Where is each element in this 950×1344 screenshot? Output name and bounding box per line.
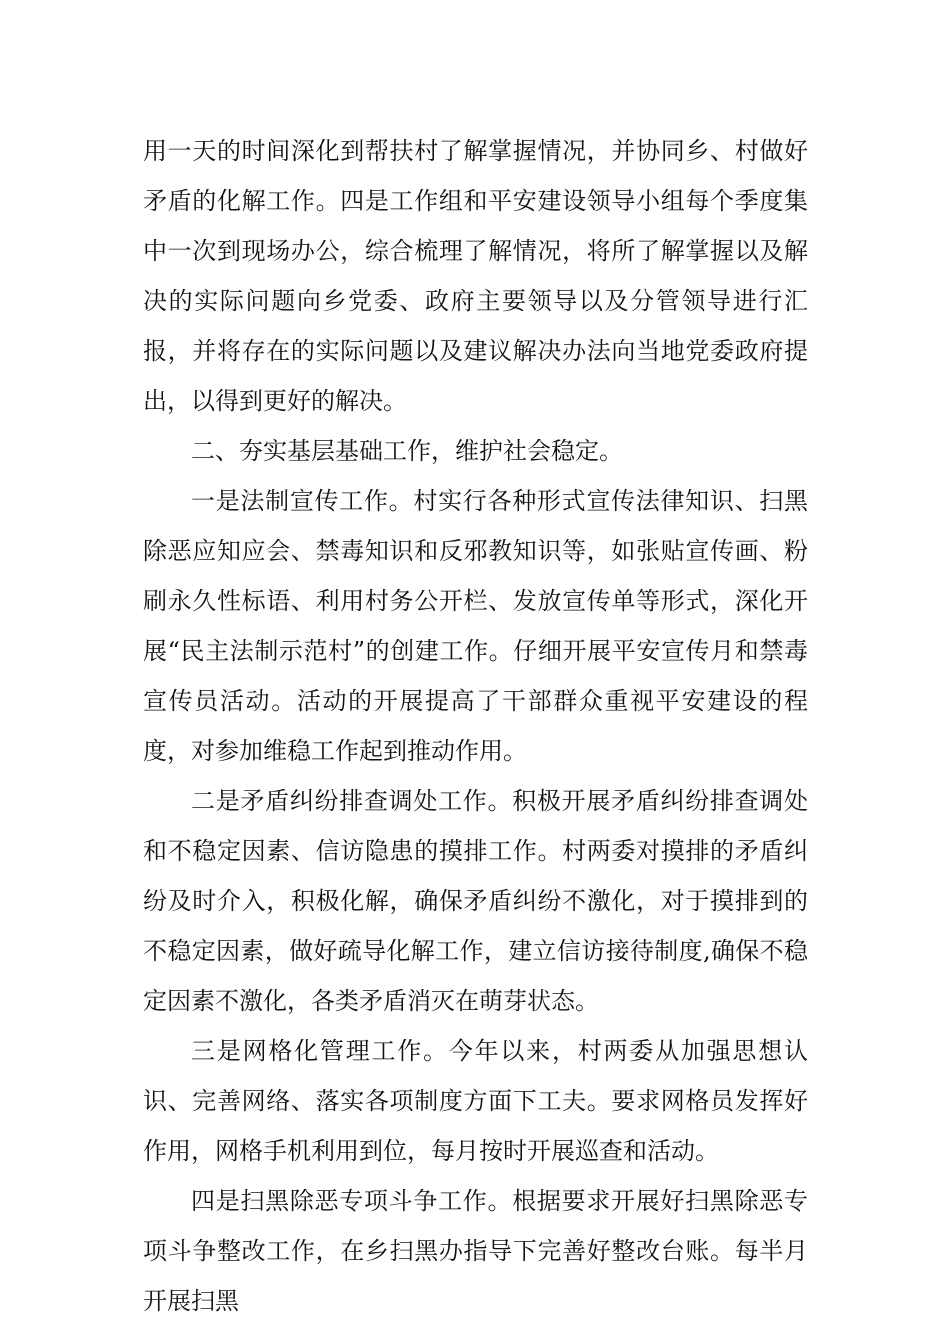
paragraph-legal-publicity: 一是法制宣传工作。村实行各种形式宣传法律知识、扫黑除恶应知应会、禁毒知识和反邪教知识等，如张贴宣传画、粉刷永久性标语、利用村务公开栏、发放宣传单等形式，深化开展“民主法制示范村”的创建工作。仔细开展平安宣传月和禁毒宣传员活动。活动的开展提高了干部群众重视平安建设的程度，对参加维稳工作起到推动作用。 bbox=[143, 487, 808, 765]
paragraph-dispute-mediation: 二是矛盾纠纷排查调处工作。积极开展矛盾纠纷排查调处和不稳定因素、信访隐患的摸排工作。村两委对摸排的矛盾纠纷及时介入，积极化解，确保矛盾纠纷不激化，对于摸排到的不稳定因素，做好疏导化解工作，建立信访接待制度,确保不稳定因素不激化，各类矛盾消灭在萌芽状态。 bbox=[143, 787, 808, 1015]
document-body bbox=[143, 126, 808, 1326]
paragraph-grid-management: 三是网格化管理工作。今年以来，村两委从加强思想认识、完善网络、落实各项制度方面下工夫。要求网格员发挥好作用，网格手机利用到位，每月按时开展巡查和活动。 bbox=[143, 1037, 808, 1165]
paragraph-continued: 用一天的时间深化到帮扶村了解掌握情况，并协同乡、村做好矛盾的化解工作。四是工作组和平安建设领导小组每个季度集中一次到现场办公，综合梳理了解情况，将所了解掌握以及解决的实际问题向乡党委、政府主要领导以及分管领导进行汇报，并将存在的实际问题以及建议解决办法向当地党委政府提出，以得到更好的解决。 bbox=[143, 137, 808, 415]
paragraph-anti-crime-campaign: 四是扫黑除恶专项斗争工作。根据要求开展好扫黑除恶专项斗争整改工作，在乡扫黑办指导下完善好整改台账。每半月开展扫黑 bbox=[143, 1187, 808, 1315]
section-heading: 二、夯实基层基础工作，维护社会稳定。 bbox=[191, 437, 623, 465]
